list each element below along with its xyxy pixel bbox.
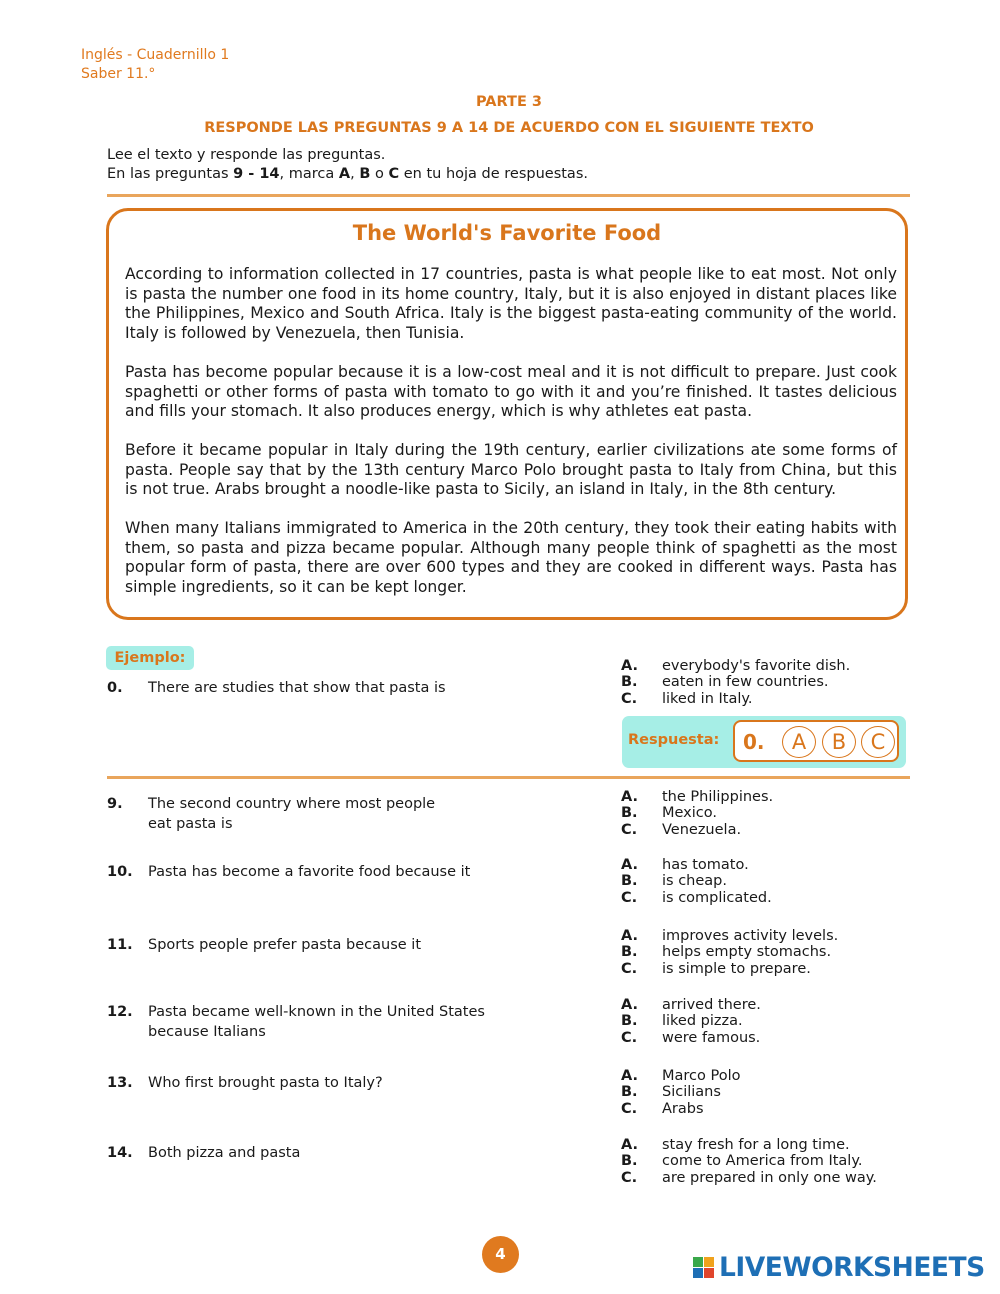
section-instruction-title: RESPONDE LAS PREGUNTAS 9 A 14 DE ACUERDO CON EL SIGUIENTE TEXTO — [204, 120, 814, 136]
option-c[interactable]: C. Arabs — [621, 1100, 704, 1117]
option-b[interactable]: B. Sicilians — [621, 1084, 721, 1101]
option-b: B. eaten in few countries. — [621, 674, 829, 691]
question-9-options — [621, 789, 911, 838]
example-label: Ejemplo: — [106, 646, 194, 670]
question-text: Who first brought pasta to Italy? — [148, 1075, 383, 1091]
instruction-line-1: Lee el texto y responde las preguntas. — [107, 147, 386, 163]
answer-bubble-c[interactable]: C — [861, 726, 895, 758]
question-14-options — [621, 1137, 911, 1186]
question-number: 13. — [107, 1075, 133, 1091]
reading-paragraph: Pasta has become popular because it is a low-cost meal and it is not difficult to prepare. Just cook spaghetti or other forms of pasta with tomato to go with it and you’re finished. It tastes delicious and fills your stomach. It also produces energy, which is why athletes eat pasta. — [125, 362, 897, 421]
option-c[interactable]: C. were famous. — [621, 1029, 761, 1046]
reading-paragraph: Before it became popular in Italy during the 19th century, earlier civilizations ate some forms of pasta. People say that by the 13th century Marco Polo brought pasta to Italy from China, but this is not true. Arabs brought a noodle-like pasta to Sicily, an island in Italy, in the 8th century. — [125, 440, 897, 499]
question-11-options — [621, 928, 911, 977]
instruction-line-2: En las preguntas 9 - 14, marca A, B o C en tu hoja de respuestas. — [107, 166, 588, 182]
header-subject: Inglés - Cuadernillo 1 — [81, 47, 230, 63]
example-options — [621, 658, 911, 707]
question-number: 12. — [107, 1004, 133, 1020]
header-grade: Saber 11.° — [81, 66, 156, 82]
reading-passage — [106, 208, 908, 620]
option-a: A. everybody's favorite dish. — [621, 658, 851, 674]
question-number: 0. — [107, 680, 123, 696]
question-text: Pasta has become a favorite food because it — [148, 864, 471, 880]
option-b[interactable]: B. Mexico. — [621, 805, 717, 822]
question-text: There are studies that show that pasta is — [148, 680, 446, 696]
divider — [107, 194, 910, 197]
answer-label: Respuesta: — [628, 732, 720, 748]
question-12-options — [621, 997, 911, 1046]
option-b[interactable]: B. helps empty stomachs. — [621, 944, 832, 961]
answer-number: 0. — [743, 730, 765, 754]
question-number: 11. — [107, 937, 133, 953]
liveworksheets-logo-icon — [693, 1257, 715, 1279]
question-number: 9. — [107, 796, 123, 812]
option-c[interactable]: C. are prepared in only one way. — [621, 1169, 877, 1186]
option-b[interactable]: B. is cheap. — [621, 873, 727, 890]
answer-bubble-a[interactable]: A — [782, 726, 816, 758]
logo-text: LIVEWORKSHEETS — [719, 1252, 985, 1283]
question-text: Both pizza and pasta — [148, 1145, 301, 1161]
question-number: 10. — [107, 864, 133, 880]
document-header — [81, 46, 229, 84]
option-a[interactable]: A. improves activity levels. — [621, 928, 839, 944]
question-text: Pasta became well-known in the United States because Italians — [148, 1004, 485, 1040]
reading-title: The World's Favorite Food — [352, 221, 662, 245]
option-c[interactable]: C. is complicated. — [621, 889, 772, 906]
part-title: PARTE 3 — [476, 94, 542, 110]
reading-paragraph: According to information collected in 17 countries, pasta is what people like to eat most. Not only is pasta the number one food in its home country, Italy, but it is also enjoyed in distant places like the Philippines, Mexico and South Africa. Italy is the biggest pasta-eating community of the world. Italy is followed by Venezuela, then Tunisia. — [125, 265, 897, 343]
question-text: Sports people prefer pasta because it — [148, 937, 422, 953]
question-10-options — [621, 857, 911, 906]
option-a[interactable]: A. Marco Polo — [621, 1068, 741, 1084]
option-c: C. liked in Italy. — [621, 690, 753, 707]
option-a[interactable]: A. the Philippines. — [621, 789, 774, 805]
question-13-options — [621, 1068, 911, 1117]
answer-bubble-b[interactable]: B — [822, 726, 856, 758]
reading-body — [125, 265, 897, 617]
option-c[interactable]: C. Venezuela. — [621, 821, 742, 838]
option-c[interactable]: C. is simple to prepare. — [621, 960, 811, 977]
page-number: 4 — [482, 1236, 519, 1273]
option-a[interactable]: A. stay fresh for a long time. — [621, 1137, 850, 1153]
question-number: 14. — [107, 1145, 133, 1161]
option-a[interactable]: A. has tomato. — [621, 857, 749, 873]
instructions — [107, 146, 588, 184]
reading-paragraph: When many Italians immigrated to America in the 20th century, they took their eating habits with them, so pasta and pizza became popular. Although many people think of spaghetti as the most popular form of pasta, there are over 600 types and they are cooked in different ways. Pasta has simple ingredients, so it can be kept longer. — [125, 519, 897, 597]
divider — [107, 776, 910, 779]
option-b[interactable]: B. liked pizza. — [621, 1013, 743, 1030]
question-text: The second country where most people eat pasta is — [148, 796, 436, 832]
option-a[interactable]: A. arrived there. — [621, 997, 761, 1013]
option-b[interactable]: B. come to America from Italy. — [621, 1153, 863, 1170]
example-answer-box — [622, 716, 906, 768]
answer-bubbles — [733, 720, 899, 762]
